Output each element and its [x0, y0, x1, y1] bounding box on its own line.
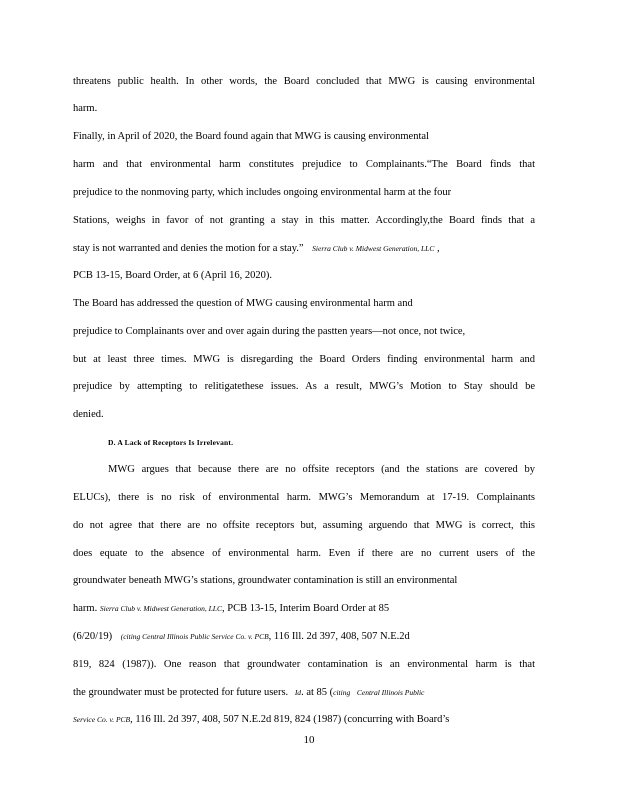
- text-line: harm.: [73, 103, 98, 114]
- text-line: [73, 242, 535, 256]
- text-line: do not agree that there are no offsite receptors but, assuming arguendo that MWG is correct, this: [73, 520, 535, 531]
- text-line: PCB 13-15, Board Order, at 6 (April 16, 2020).: [73, 270, 273, 281]
- text-line: [73, 630, 535, 644]
- text-line: The Board has addressed the question of MWG causing environmental harm and: [73, 298, 413, 309]
- text-span: stay is not warranted and denies the motion for a stay.”: [73, 243, 304, 254]
- text-line: Stations, weighs in favor of not granting a stay in this matter. Accordingly,the Board finds that a: [73, 215, 535, 226]
- text-line: Finally, in April of 2020, the Board found again that MWG is causing environmental: [73, 131, 429, 142]
- text-line: 819, 824 (1987)). One reason that groundwater contamination is an environmental harm is that: [73, 659, 535, 670]
- citation-italic: Sierra Club v. Midwest Generation, LLC: [312, 244, 435, 253]
- citation-italic: Service Co. v. PCB: [73, 715, 131, 724]
- text-span: , PCB 13-15, Interim Board Order at 85: [221, 603, 390, 614]
- text-line: denied.: [73, 409, 104, 420]
- citation-italic: citing: [333, 688, 351, 697]
- text-span: , 116 Ill. 2d 397, 408, 507 N.E.2d 819, 824 (1987) (concurring with Board’s: [130, 714, 450, 725]
- page-number: 10: [303, 734, 315, 746]
- text-line: but at least three times. MWG is disregarding the Board Orders finding environmental harm and: [73, 354, 535, 365]
- citation-italic: (citing Central Illinois Public Service Co. v. PCB: [120, 632, 269, 641]
- text-line: harm and that environmental harm constitutes prejudice to Complainants.“The Board finds that: [73, 159, 535, 170]
- text-line: [73, 686, 535, 700]
- text-line: prejudice by attempting to relitigatethese issues. As a result, MWG’s Motion to Stay should be: [73, 381, 535, 392]
- text-line: [73, 602, 535, 616]
- text-span: , 116 Ill. 2d 397, 408, 507 N.E.2d: [268, 631, 410, 642]
- text-line: MWG argues that because there are no offsite receptors (and the stations are covered by: [108, 464, 535, 475]
- text-span: the groundwater must be protected for future users.: [73, 687, 289, 698]
- text-line: ELUCs), there is no risk of environmental harm. MWG’s Memorandum at 17-19. Complainants: [73, 492, 535, 503]
- text-span: (6/20/19): [73, 631, 113, 642]
- text-line: does equate to the absence of environmental harm. Even if there are no current users of the: [73, 548, 535, 559]
- text-line: prejudice to Complainants over and over again during the pastten years—not once, not twice,: [73, 326, 466, 337]
- text-span: . at 85 (: [301, 687, 334, 698]
- text-span: ,: [436, 243, 440, 254]
- citation-italic: Central Illinois Public: [356, 688, 425, 697]
- section-heading: D. A Lack of Receptors Is Irrelevant.: [108, 438, 234, 447]
- citation-italic: Sierra Club v. Midwest Generation, LLC: [99, 604, 222, 613]
- text-span: harm.: [73, 603, 98, 614]
- text-line: groundwater beneath MWG’s stations, groundwater contamination is still an environmental: [73, 575, 458, 586]
- text-line: [73, 713, 535, 727]
- text-line: threatens public health. In other words, the Board concluded that MWG is causing environmental: [73, 76, 535, 87]
- text-line: prejudice to the nonmoving party, which includes ongoing environmental harm at the four: [73, 187, 452, 198]
- citation-italic: Id: [294, 688, 302, 697]
